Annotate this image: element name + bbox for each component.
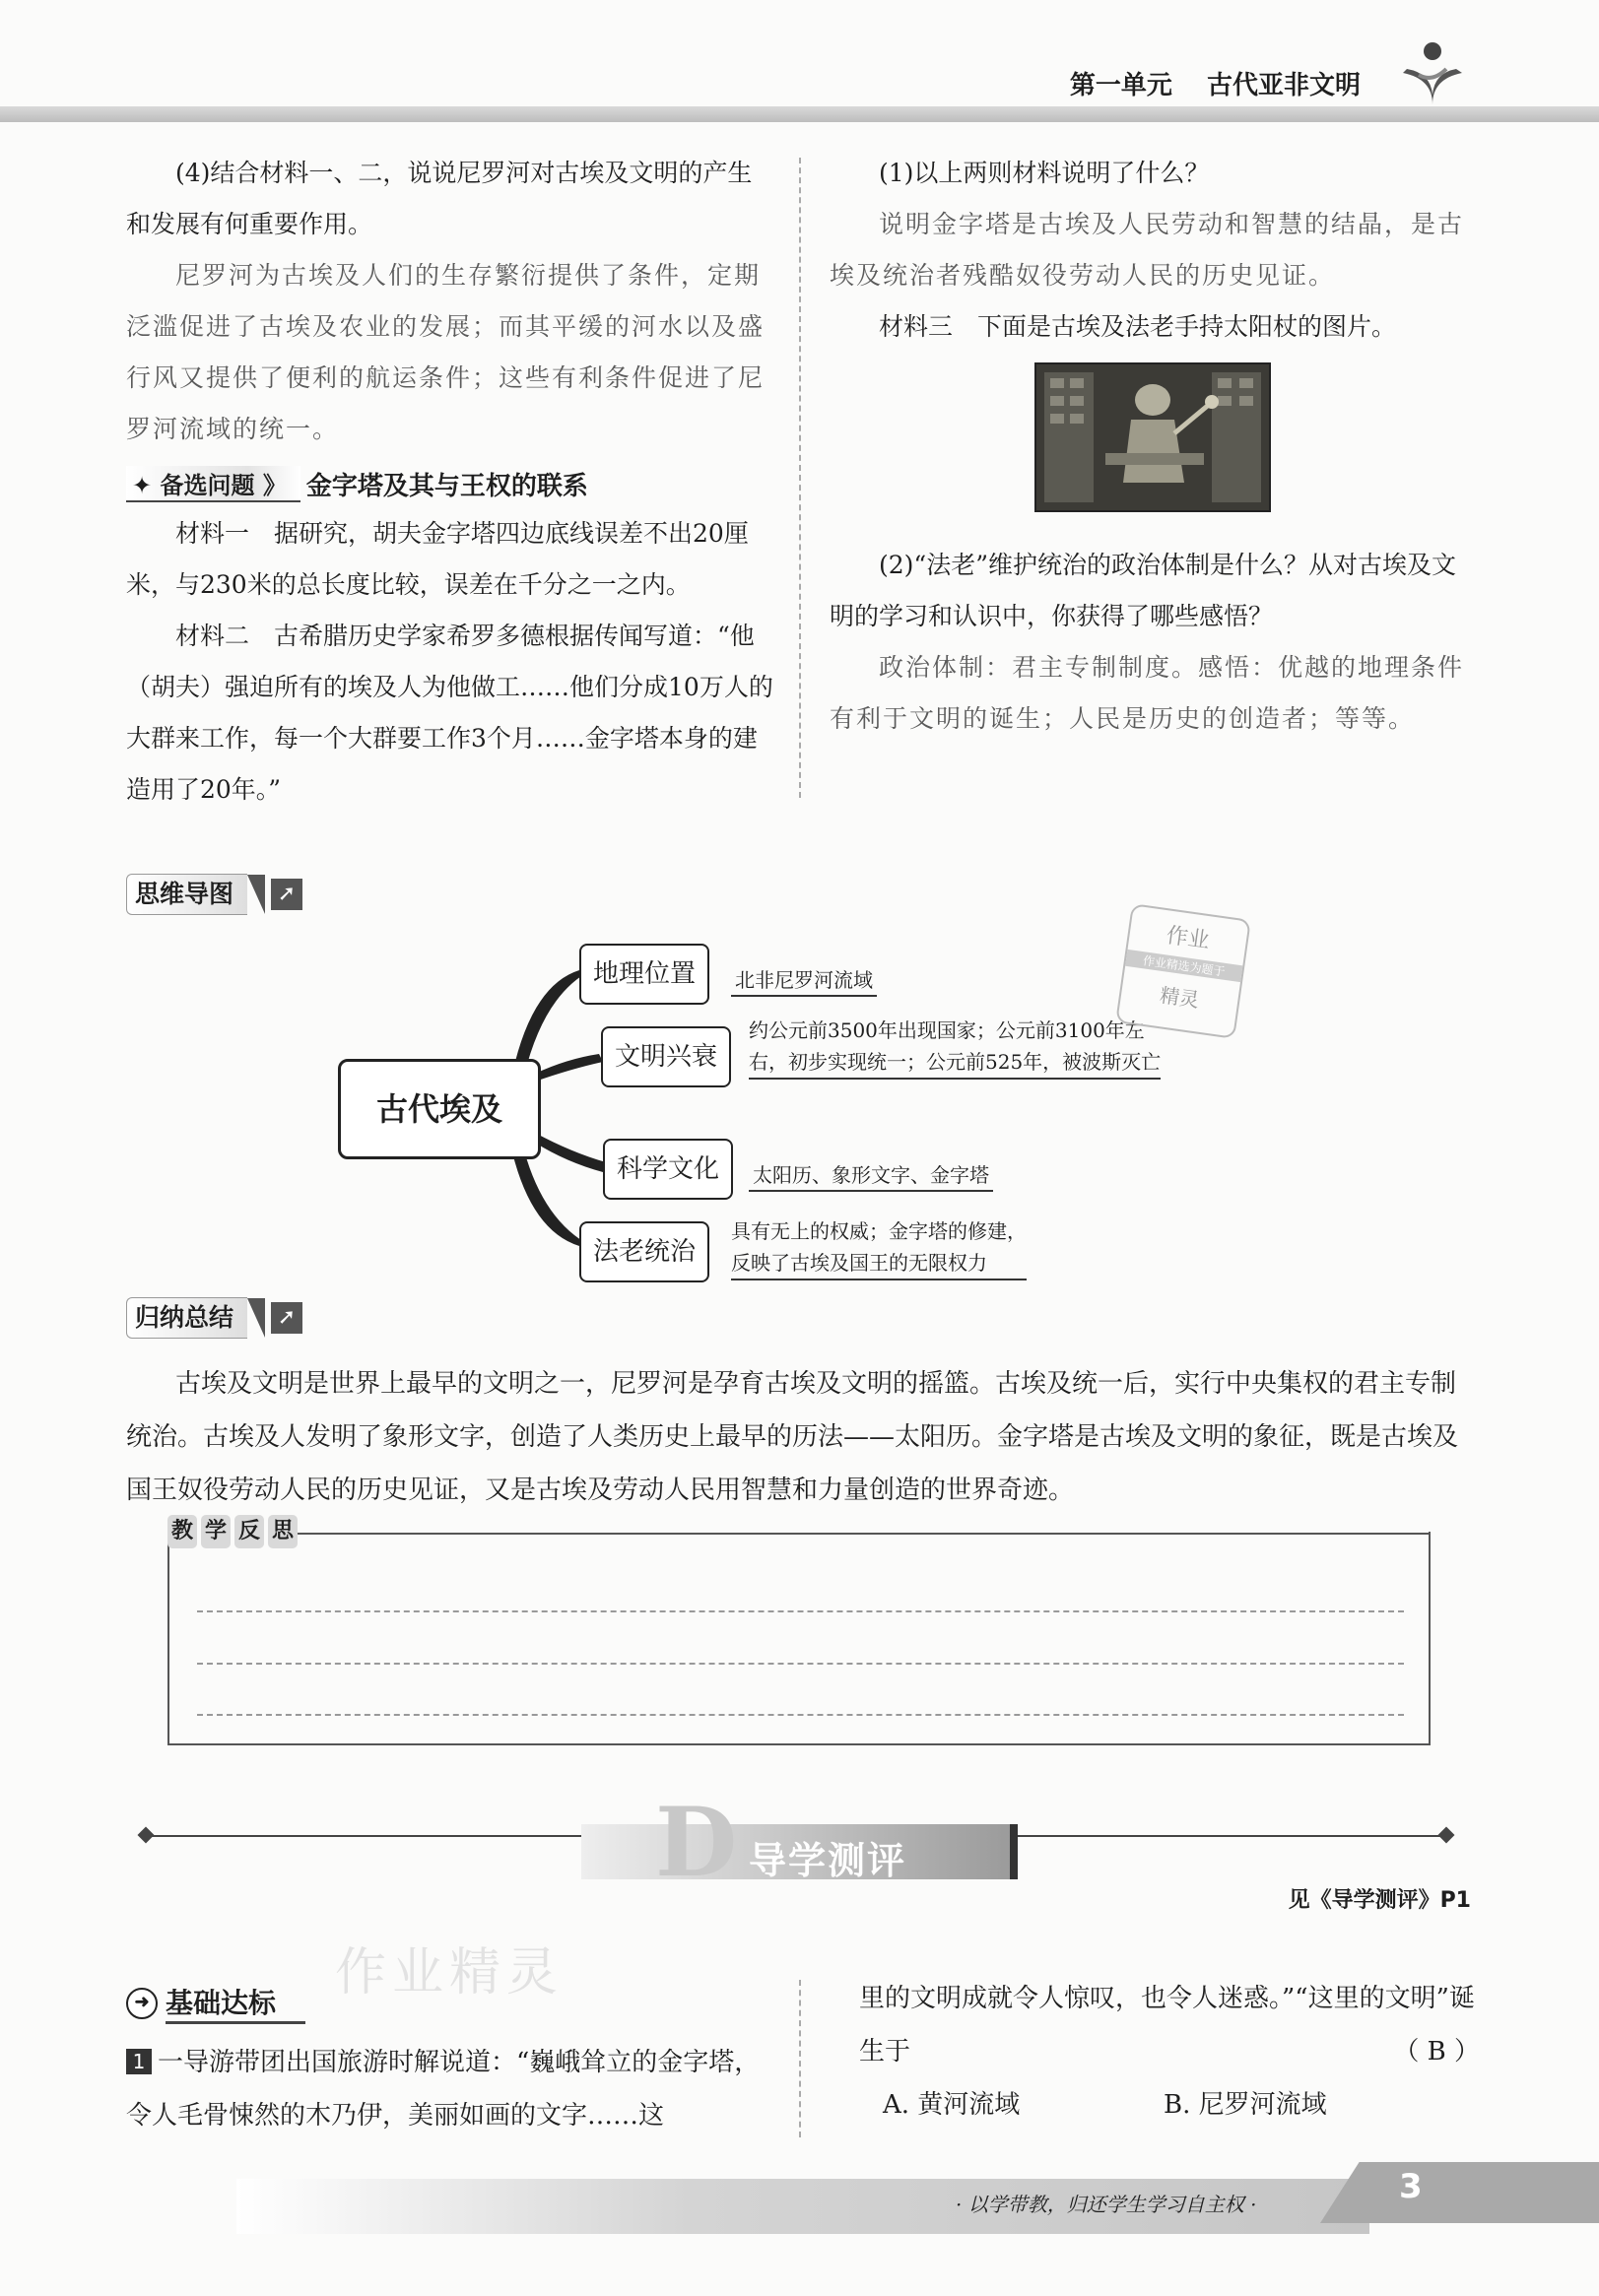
banner-dot: [138, 1827, 155, 1844]
material-1: 材料一 据研究，胡夫金字塔四边底线误差不出20厘米，与230米的总长度比较，误差在千分之一之内。: [126, 519, 749, 599]
banner-dot: [1438, 1827, 1455, 1844]
answer-1: 说明金字塔是古埃及人民劳动和智慧的结晶，是古埃及统治者残酷奴役劳动人民的历史见证。: [830, 210, 1465, 290]
writing-line: [197, 1610, 1404, 1612]
mindmap-leaf-line1: 具有无上的权威；金字塔的修建，: [731, 1219, 1027, 1243]
reflection-char: 思: [268, 1515, 298, 1548]
question-block-left: [126, 2036, 776, 2142]
mindmap-node-culture: 科学文化: [603, 1139, 733, 1200]
unit-title: 古代亚非文明: [1206, 71, 1361, 100]
summary-section-tag: [126, 1298, 302, 1338]
reflection-top-line: [296, 1533, 1429, 1535]
banner-bar: [1010, 1824, 1018, 1879]
optional-tag: ✦ 备选问题 》: [126, 466, 300, 502]
workbook-reference: 见《导学测评》P1: [1288, 1888, 1471, 1913]
reflection-tag: [167, 1515, 298, 1548]
mindmap-center-node: 古代埃及: [338, 1059, 541, 1159]
question-number: 1: [126, 2049, 152, 2074]
mindmap-leaf-location: 北非尼罗河流域: [731, 965, 877, 997]
mindmap-node-rise-fall: 文明兴衰: [601, 1026, 731, 1087]
stamp-watermark: [1115, 903, 1251, 1039]
column-divider: [799, 1980, 801, 2137]
stamp-line1: 作业: [1165, 923, 1212, 954]
question-text-right-content: 里的文明成就令人惊叹，也令人迷惑。”“这里的文明”诞生于: [859, 1984, 1475, 2066]
optional-tag-label: 备选问题: [160, 471, 255, 499]
tag-slant: [247, 1298, 265, 1338]
answer-bracket: （ B ）: [1393, 2037, 1480, 2066]
material-2: 材料二 古希腊历史学家希罗多德根据传闻写道：“他（胡夫）强迫所有的埃及人为他做工……他们分成10万人的大群来工作，每一个大群要工作3个月……金字塔本身的建造用了20年。”: [126, 622, 773, 804]
mindmap-leaf-line2: 反映了古埃及国王的无限权力: [731, 1251, 987, 1275]
mindmap-leaf-culture: 太阳历、象形文字、金字塔: [749, 1160, 993, 1192]
watermark-text: 作业精灵: [335, 1943, 565, 2002]
reflection-char: 反: [234, 1515, 264, 1548]
banner-title: 导学测评: [749, 1839, 907, 1882]
answer-2: 政治体制：君主专制制度。感悟：优越的地理条件有利于文明的诞生；人民是历史的创造者；等等。: [830, 653, 1465, 733]
banner-letter: D: [655, 1787, 738, 1898]
option-b: B. 尼罗河流域: [1164, 2090, 1327, 2120]
summary-text: 古埃及文明是世界上最早的文明之一，尼罗河是孕育古埃及文明的摇篮。古埃及统一后，实行中央集权的君主专制统治。古埃及人发明了象形文字，创造了人类历史上最早的历法——太阳历。金字塔是古埃及文明的象征，既是古埃及国王奴役劳动人民的历史见证，又是古埃及劳动人民用智慧和力量创造的世界奇迹。: [126, 1369, 1459, 1505]
reflection-char: 教: [167, 1515, 197, 1548]
question-2: (2)“法老”维护统治的政治体制是什么？从对古埃及文明的学习和认识中，你获得了哪些感悟？: [830, 551, 1456, 630]
page-number-box: [1320, 2162, 1599, 2223]
question-4: (4)结合材料一、二，说说尼罗河对古埃及文明的产生和发展有何重要作用。: [126, 159, 753, 238]
unit-label: 第一单元: [1069, 71, 1172, 100]
mindmap-leaf-line2: 右，初步实现统一；公元前525年，被波斯灭亡: [749, 1050, 1162, 1074]
summary-section-label: 归纳总结: [126, 1297, 247, 1339]
mindmap-section-label: 思维导图: [126, 874, 247, 915]
arrow-icon: ➚: [271, 1302, 302, 1334]
material-3: 材料三 下面是古埃及法老手持太阳杖的图片。: [879, 312, 1397, 341]
stamp-line3: 精灵: [1158, 983, 1201, 1013]
mindmap-leaf-line1: 约公元前3500年出现国家；公元前3100年左: [749, 1018, 1145, 1042]
arrow-right-icon: ➜: [126, 1988, 158, 2019]
option-a: A. 黄河流域: [883, 2090, 1021, 2120]
stamp-line2: 作业精选为题于: [1125, 950, 1242, 982]
writing-line: [197, 1714, 1404, 1716]
mindmap-leaf-rise-fall: [749, 1015, 1161, 1080]
page-number: 3: [1399, 2167, 1423, 2206]
mindmap-node-location: 地理位置: [579, 944, 709, 1005]
question-block-right: [859, 1972, 1480, 2132]
question-text-left: 一导游带团出国旅游时解说道：“巍峨耸立的金字塔，令人毛骨悚然的木乃伊，美丽如画的文字……这: [126, 2048, 761, 2131]
options-row: [859, 2078, 1480, 2132]
question-1: (1)以上两则材料说明了什么？: [879, 159, 1210, 187]
answer-4: 尼罗河为古埃及人们的生存繁衍提供了条件，定期泛滥促进了古埃及农业的发展；而其平缓的河水以及盛行风又提供了便利的航运条件；这些有利条件促进了尼罗河流域的统一。: [126, 261, 766, 443]
optional-topic: 金字塔及其与王权的联系: [305, 471, 588, 501]
footer-motto: · 以学带教，归还学生学习自主权 ·: [956, 2193, 1257, 2216]
question-text-right: [859, 1972, 1480, 2078]
mindmap-node-pharaoh: 法老统治: [579, 1221, 709, 1282]
basic-section-label: 基础达标: [166, 1982, 305, 2024]
reflection-char: 学: [201, 1515, 231, 1548]
basic-section-tag: [126, 1982, 305, 2024]
mindmap-leaf-pharaoh: [731, 1215, 1027, 1280]
arrow-icon: ➚: [271, 879, 302, 910]
writing-line: [197, 1663, 1404, 1665]
